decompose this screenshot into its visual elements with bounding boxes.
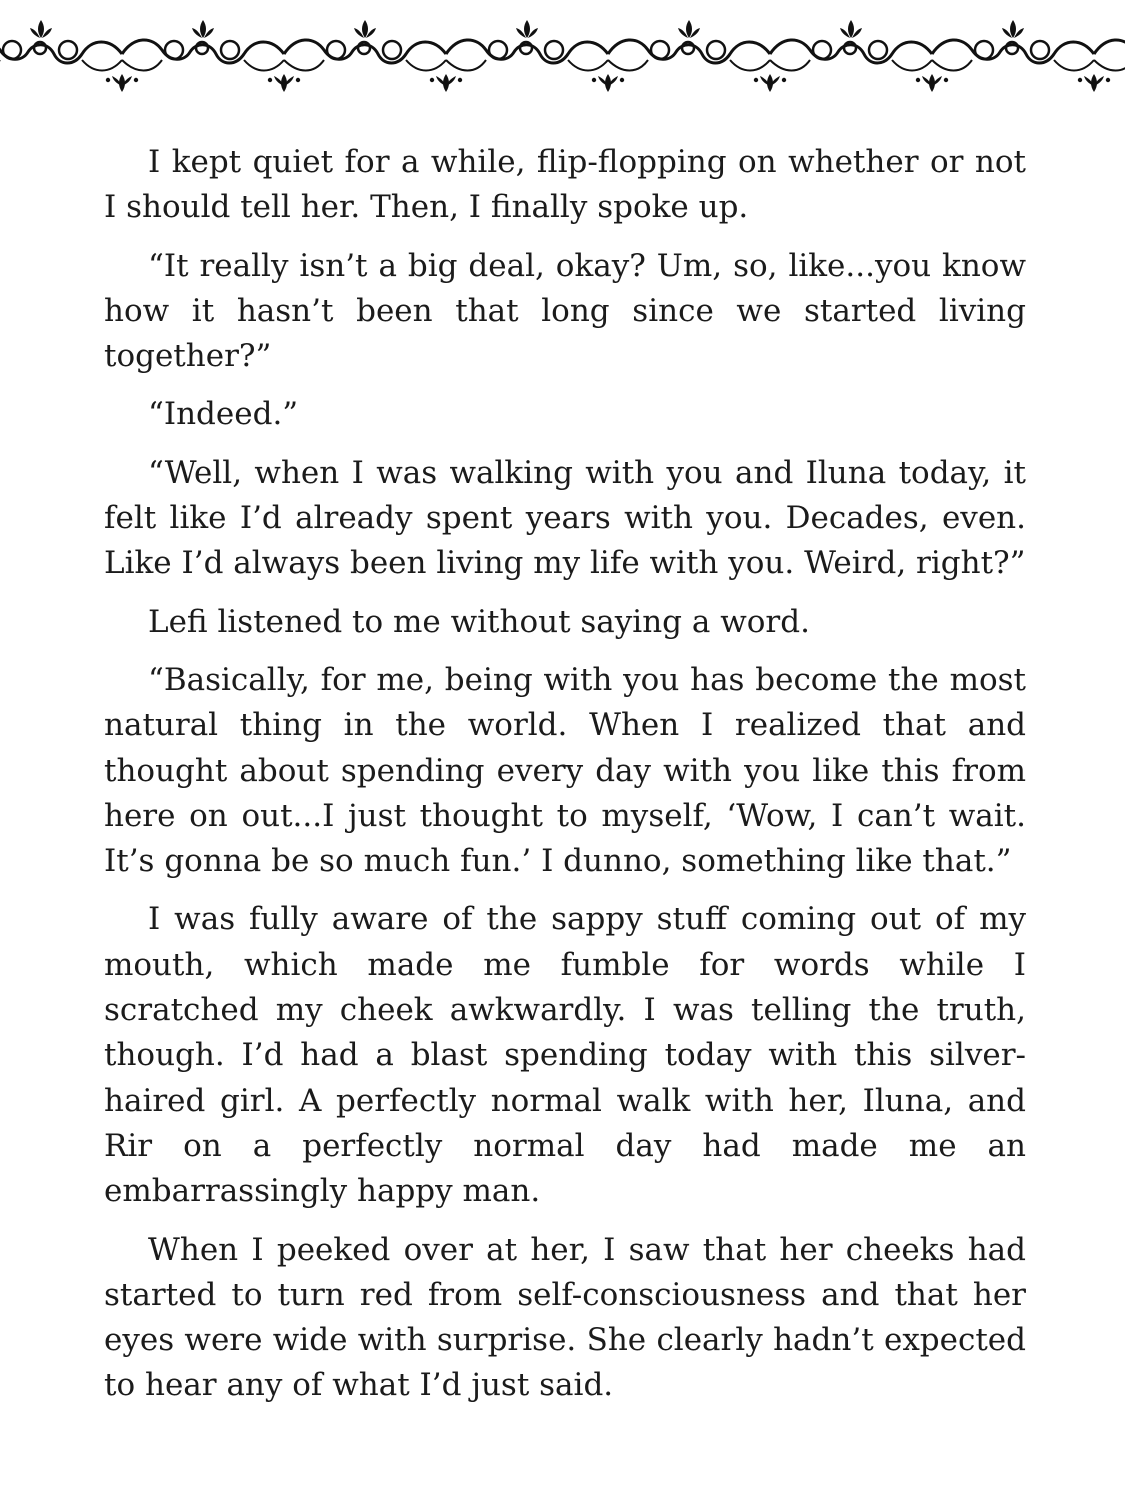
paragraph: I kept quiet for a while, flip-flopping on whether or not I should tell her. Then, I finally spoke up. <box>104 144 1026 226</box>
paragraph: “Well, when I was walking with you and Iluna today, it felt like I’d already spent years with you. Decades, even. Like I’d always been living my life with you. Weird, right?” <box>104 454 1026 582</box>
paragraph: I was fully aware of the sappy stuff coming out of my mouth, which made me fumble for words while I scratched my cheek awkwardly. I was telling the truth, though. I’d had a blast spending today with this silver-haired girl. A perfectly normal walk with her, Iluna, and Rir on a perfectly normal day had made me an embarrassingly happy man. <box>104 901 1026 1210</box>
ornamental-border-icon <box>0 14 1125 92</box>
paragraph: Lefi listened to me without saying a word. <box>148 603 810 640</box>
paragraph: “Basically, for me, being with you has become the most natural thing in the world. When I realized that and thought about spending every day with you like this from here on out...I just thought to myself, ‘Wow, I can’t wait. It’s gonna be so much fun.’ I dunno, something like that.” <box>104 661 1026 880</box>
body-text <box>104 140 1026 1422</box>
paragraph: “It really isn’t a big deal, okay? Um, so, like...you know how it hasn’t been that long since we started living together?” <box>104 247 1026 375</box>
paragraph: “Indeed.” <box>148 396 299 433</box>
paragraph: When I peeked over at her, I saw that her cheeks had started to turn red from self-consciousness and that her eyes were wide with surprise. She clearly hadn’t expected to hear any of what I’d just said. <box>104 1231 1026 1404</box>
